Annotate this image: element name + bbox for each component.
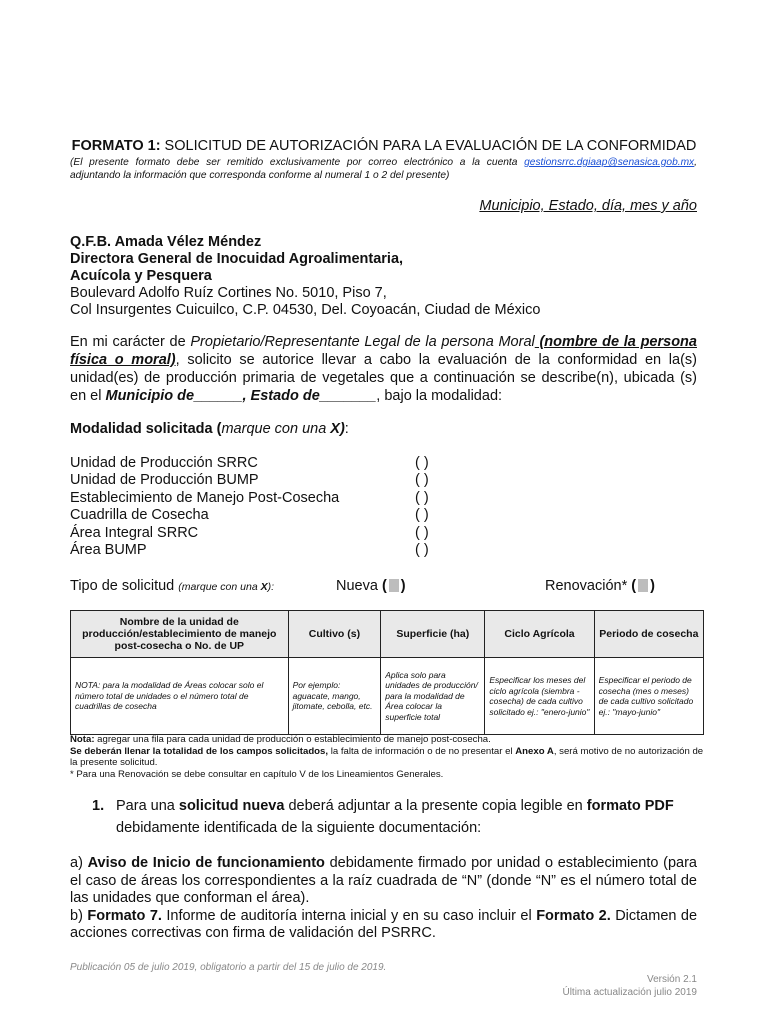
table-notes xyxy=(70,734,704,780)
tipo-label: Tipo de solicitud xyxy=(70,578,179,594)
modalidad-title: Modalidad solicitada (marque con una X): xyxy=(70,421,349,437)
nueva-checkbox[interactable] xyxy=(389,579,399,592)
request-paragraph: En mi carácter de Propietario/Representante Legal de la persona Moral (nombre de la persona física o moral), solicito se autorice llevar a cabo la evaluación de la conformidad en la(s) unidad(es) de producción primaria de vegetales que a continuación se describe(n), ubicada (s) en el Municipio de______, Estado de_______, bajo la modalidad: xyxy=(70,334,697,404)
col-header: Superficie (ha) xyxy=(381,611,485,658)
col-header: Ciclo Agrícola xyxy=(485,611,594,658)
checkbox-paren[interactable]: ( ) xyxy=(415,524,429,541)
note-2: Se deberán llenar la totalidad de los campos solicitados, la falta de información o de no presentar el Anexo A, será motivo de no autorización de la presente solicitud. xyxy=(70,745,704,769)
units-table xyxy=(70,610,704,735)
table-header-row xyxy=(71,611,704,658)
table-cell[interactable]: Especificar los meses del ciclo agrícola (siembra - cosecha) de cada cultivo solicitado ej.: "enero-junio" xyxy=(485,658,594,735)
last-update-label: Última actualización julio 2019 xyxy=(562,986,697,998)
email-link[interactable]: gestionsrrc.dgiaap@senasica.gob.mx xyxy=(524,157,695,168)
nueva-option[interactable]: Nueva ( ) xyxy=(336,578,406,594)
recipient-address-1: Boulevard Adolfo Ruíz Cortines No. 5010, Piso 7, xyxy=(70,285,387,301)
table-cell[interactable]: Aplica solo para unidades de producción/ para la modalidad de Área colocar la superficie total xyxy=(381,658,485,735)
recipient-role-2: Acuícola y Pesquera xyxy=(70,268,212,284)
modalidad-option[interactable]: Unidad de Producción SRRC ( ) xyxy=(70,455,429,471)
col-header: Periodo de cosecha xyxy=(594,611,703,658)
documents-list xyxy=(70,855,697,943)
checkbox-paren[interactable]: ( ) xyxy=(415,455,429,471)
modalidad-option[interactable]: Área Integral SRRC ( ) xyxy=(70,524,429,541)
recipient-name: Q.F.B. Amada Vélez Méndez xyxy=(70,234,262,250)
checkbox-paren[interactable]: ( ) xyxy=(415,507,429,524)
list-item-b: b) Formato 7. Informe de auditoría interna inicial y en su caso incluir el Formato 2. Dictamen de acciones correctivas con firma de validación del PSRRC. xyxy=(70,907,698,941)
checkbox-paren[interactable]: ( ) xyxy=(415,541,429,558)
checkbox-paren[interactable]: ( ) xyxy=(415,472,429,489)
renovacion-option[interactable]: Renovación* ( ) xyxy=(545,578,655,594)
publication-note: Publicación 05 de julio 2019, obligatorio a partir del 15 de julio de 2019. xyxy=(70,962,387,973)
place-date-field: Municipio, Estado, día, mes y año xyxy=(479,198,697,214)
renovacion-checkbox[interactable] xyxy=(638,579,648,592)
version-label: Versión 2.1 xyxy=(646,974,697,985)
modalidad-option[interactable]: Unidad de Producción BUMP ( ) xyxy=(70,472,429,489)
item-text: Para una solicitud nueva deberá adjuntar a la presente copia legible en formato PDF debidamente identificada de la siguiente documentación: xyxy=(116,798,674,836)
form-title: FORMATO 1: SOLICITUD DE AUTORIZACIÓN PARA LA EVALUACIÓN DE LA CONFORMIDAD xyxy=(71,138,697,154)
table-row[interactable] xyxy=(71,658,704,735)
table-cell[interactable]: Por ejemplo: aguacate, mango, jitomate, cebolla, etc. xyxy=(288,658,381,735)
list-item-a: a) Aviso de Inicio de funcionamiento debidamente firmado por unidad o establecimiento (para el caso de áreas los correspondientes a la raíz cuadrada de “N” (donde “N” es el número total de las unidades que conforman el área). xyxy=(70,855,697,906)
recipient-address-2: Col Insurgentes Cuicuilco, C.P. 04530, Del. Coyoacán, Ciudad de México xyxy=(70,302,541,318)
modalidad-option[interactable]: Establecimiento de Manejo Post-Cosecha ( ) xyxy=(70,489,429,506)
table-cell[interactable]: Especificar el periodo de cosecha (mes o meses) de cada cultivo solicitado ej.: "mayo-junio" xyxy=(594,658,703,735)
col-header: Cultivo (s) xyxy=(288,611,381,658)
item-number: 1. xyxy=(92,798,105,814)
note-3: * Para una Renovación se debe consultar en capítulo V de los Lineamientos Generales. xyxy=(70,768,444,780)
recipient-block xyxy=(70,234,540,319)
table-cell[interactable]: NOTA: para la modalidad de Áreas colocar solo el número total de unidades o el número total de cuadrillas de cosecha xyxy=(71,658,289,735)
modalidad-option[interactable]: Cuadrilla de Cosecha ( ) xyxy=(70,507,429,524)
modalidad-list xyxy=(70,455,450,559)
col-header: Nombre de la unidad de producción/establecimiento de manejo post-cosecha o No. de UP xyxy=(71,611,289,658)
note-1: Nota: agregar una fila para cada unidad de producción o establecimiento de manejo post-cosecha. xyxy=(70,734,491,745)
modalidad-option[interactable]: Área BUMP ( ) xyxy=(70,541,429,558)
tipo-solicitud-row: Tipo de solicitud (marque con una X): Nueva ( ) Renovación* ( ) xyxy=(70,578,655,594)
version-info xyxy=(562,974,697,999)
recipient-role-1: Directora General de Inocuidad Agroalimentaria, xyxy=(70,251,404,267)
form-subtitle: (El presente formato debe ser remitido exclusivamente por correo electrónico a la cuenta gestionsrrc.dgiaap@senasica.gob.mx, adjuntando la información que corresponda conforme al numeral 1 o 2 del presente) xyxy=(70,157,697,181)
checkbox-paren[interactable]: ( ) xyxy=(415,489,429,506)
